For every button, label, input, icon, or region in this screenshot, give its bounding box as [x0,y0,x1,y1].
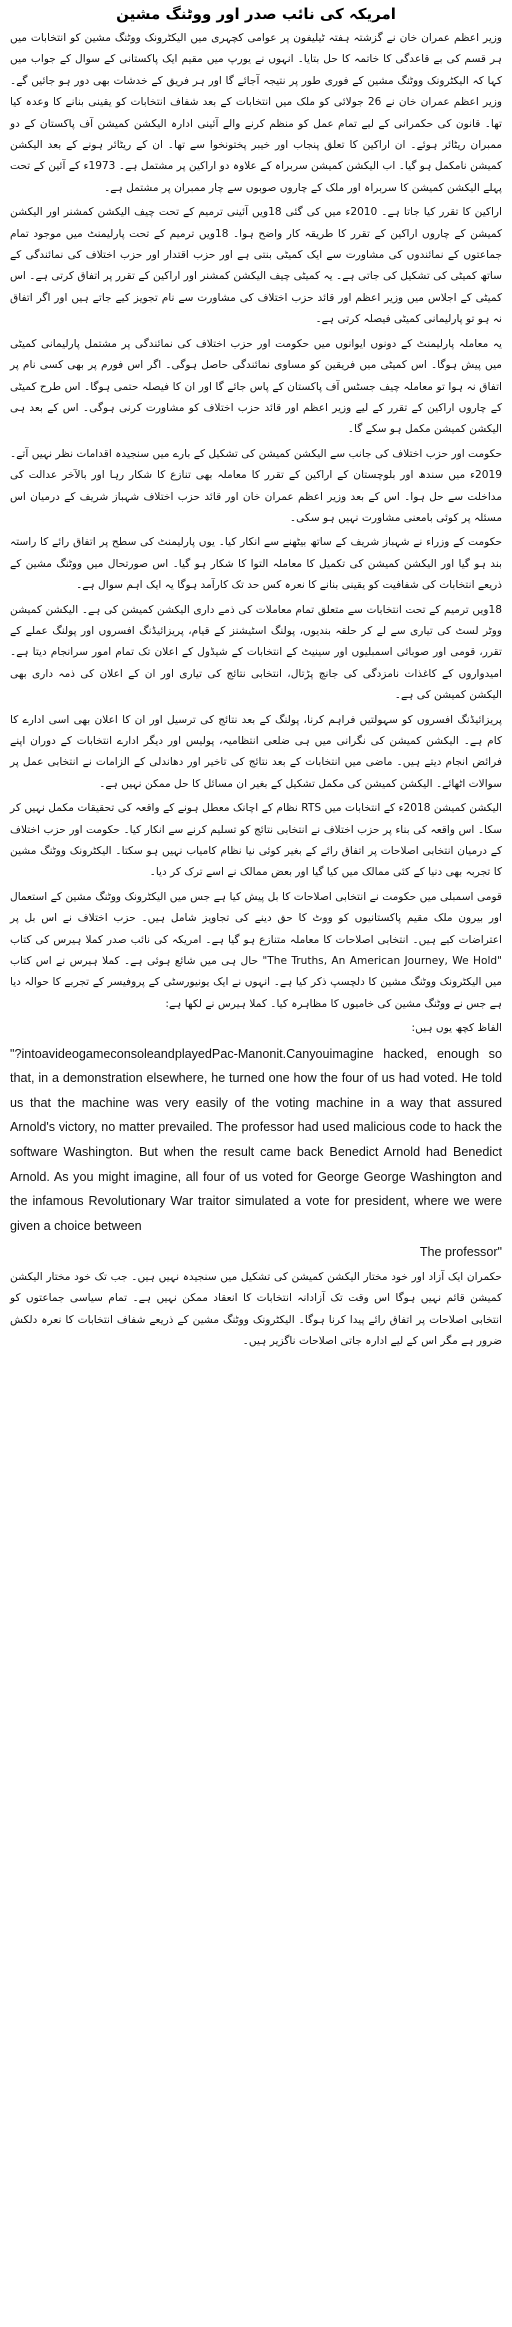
article-title: امریکہ کی نائب صدر اور ووٹنگ مشین [116,5,396,23]
closing-paragraph: حکمران ایک آزاد اور خود مختار الیکشن کمیشن کی تشکیل میں سنجیدہ نہیں ہیں۔ جب تک خود مختار الیکشن کمیشن قائم نہیں ہوگا اس وقت تک آزادانہ انتخابات کا انعقاد ممکن نہیں ہے۔ تمام سیاسی جماعتوں کو انتخابی اصلاحات پر اتفاق رائے پیدا کرنا ہوگا۔ الیکٹرونک ووٹنگ مشین کے ذریعے شفاف انتخابات کا نعرہ دلکش ضرور ہے مگر اس کے لیے ادارہ جاتی اصلاحات ناگزیر ہیں۔ [10,1271,502,1348]
article-paragraph: یہ معاملہ پارلیمنٹ کے دونوں ایوانوں میں حکومت اور حزب اختلاف کی نمائندگی پر مشتمل پارلیمانی کمیٹی میں پیش ہوگا۔ اس کمیٹی میں فریقین کو مساوی نمائندگی حاصل ہوگی۔ اگر اس فورم پر بھی کسی نام پر اتفاق نہ ہوا تو معاملہ چیف جسٹس آف پاکستان کے پاس جائے گا اور ان کا فیصلہ حتمی ہوگا۔ اس طرح کمیٹی کے چاروں اراکین کے تقرر کے لیے وزیر اعظم اور قائد حزب اختلاف کو مشاورت کرنی ہوگی۔ اس کے بعد ہی الیکشن کمیشن مکمل ہو سکے گا۔ [10,337,502,436]
article-paragraph: الیکشن کمیشن 2018ء کے انتخابات میں RTS نظام کے اچانک معطل ہونے کے واقعہ کی تحقیقات مکمل نہیں کر سکا۔ اس واقعہ کی بناء پر حزب اختلاف نے انتخابی نتائج کو تسلیم کرنے سے انکار کیا۔ حکومت اور حزب اختلاف کے درمیان انتخابی اصلاحات پر اتفاق رائے کے بغیر کوئی نیا نظام کامیاب نہیں ہو سکتا۔ الیکٹرونک ووٹنگ مشین کا تجربہ بھی دنیا کے کئی ممالک میں کیا گیا اور بعض ممالک نے اسے ترک کر دیا۔ [10,802,502,879]
quote-attribution: The professor" [419,1245,502,1260]
article-paragraph: حکومت اور حزب اختلاف کی جانب سے الیکشن کمیشن کی تشکیل کے بارے میں سنجیدہ اقدامات نظر نہیں آتے۔ 2019ء میں سندھ اور بلوچستان کے اراکین کے تقرر کا معاملہ بھی تنازع کا شکار رہا اور بالآخر عدالت کی مداخلت سے حل ہوا۔ اس کے بعد وزیر اعظم عمران خان اور قائد حزب اختلاف شہباز شریف کے درمیان اس مسئلہ پر کوئی بامعنی مشاورت نہیں ہو سکی۔ [10,447,502,524]
article-paragraph: اراکین کا تقرر کیا جاتا ہے۔ 2010ء میں کی گئی 18ویں آئینی ترمیم کے تحت چیف الیکشن کمشنر اور الیکشن کمیشن کے چاروں اراکین کے تقرر کا طریقہ کار واضح ہوا۔ 18ویں ترمیم کے تحت پارلیمنٹ میں موجود تمام جماعتوں کے نمائندوں کی مشاورت سے ایک کمیٹی بنتی ہے اور حزب اقتدار اور حزب اختلاف کی نمائندگی کے ساتھ کمیٹی کی تشکیل کی جاتی ہے۔ یہ کمیٹی چیف الیکشن کمشنر اور اراکین کے تقرر پر اتفاق کرتی ہے۔ اس کمیٹی کے اجلاس میں وزیر اعظم اور قائد حزب اختلاف کی مشاورت سے نام تجویز کیے جاتے ہیں اور اگر اتفاق نہ ہو تو پارلیمانی کمیٹی فیصلہ کرتی ہے۔ [10,206,502,326]
article-paragraph: حکومت کے وزراء نے شہباز شریف کے ساتھ بیٹھنے سے انکار کیا۔ یوں پارلیمنٹ کی سطح پر اتفاق رائے کا راستہ بند ہو گیا اور الیکشن کمیشن کی تکمیل کا معاملہ التوا کا شکار ہو گیا۔ اس صورتحال میں ووٹنگ مشین کے ذریعے انتخابات کی شفافیت کو یقینی بنانے کا نعرہ کس حد تک کارآمد ہوگا یہ ایک اہم سوال ہے۔ [10,536,502,592]
article-paragraph: 18ویں ترمیم کے تحت انتخابات سے متعلق تمام معاملات کی ذمے داری الیکشن کمیشن کی ہے۔ الیکشن کمیشن ووٹر لسٹ کی تیاری سے لے کر حلقہ بندیوں، پولنگ اسٹیشنز کے قیام، پریزائیڈنگ افسروں اور پولنگ عملے کے تقرر، قومی اور صوبائی اسمبلیوں اور سینیٹ کے انتخابات کے شیڈول کے اعلان تک تمام امور سرانجام دیتا ہے۔ امیدواروں کے کاغذات نامزدگی کی جانچ پڑتال، انتخابی نتائج کی تیاری اور ان کے اعلان کی ذمہ داری بھی الیکشن کمیشن کی ہے۔ [10,603,502,702]
article-paragraph: وزیر اعظم عمران خان نے گزشتہ ہفتہ ٹیلیفون پر عوامی کچہری میں الیکٹرونک ووٹنگ مشین کو انتخابات میں ہر قسم کی بے قاعدگی کا خاتمہ کا حل بتایا۔ انہوں نے یورپ میں مقیم ایک پاکستانی کے سوال کے جواب میں کہا کہ الیکٹرونک ووٹنگ مشین کے فوری طور پر نتیجہ آجائے گا اور ہر فریق کے خدشات بھی دور ہو جائیں گے۔ وزیر اعظم عمران خان نے 26 جولائی کو ملک میں انتخابات کے بعد شفاف انتخابات کو یقینی بنانے کا وعدہ کیا تھا۔ قانون کی حکمرانی کے لیے تمام عمل کو منظم کرنے والے آئینی ادارہ الیکشن کمیشن آف پاکستان کے دو ممبران ریٹائر ہوئے۔ ان اراکین کا تعلق پنجاب اور خیبر پختونخوا سے تھا۔ ان کے ریٹائر ہونے کے بعد الیکشن کمیشن نامکمل ہو گیا۔ اب الیکشن کمیشن سربراہ کے علاوہ دو اراکین پر مشتمل ہے۔ 1973ء کے آئین کے تحت پہلے الیکشن کمیشن کا سربراہ اور ملک کے چاروں صوبوں سے چار ممبران پر مشتمل ہے۔ [10,32,503,194]
article-paragraph: قومی اسمبلی میں حکومت نے انتخابی اصلاحات کا بل پیش کیا ہے جس میں الیکٹرونک ووٹنگ مشین کے استعمال اور بیرون ملک مقیم پاکستانیوں کو ووٹ کا حق دینے کی تجاویز شامل ہیں۔ حزب اختلاف نے اس بل پر اعتراضات کیے ہیں۔ انتخابی اصلاحات کا معاملہ متنازع ہو گیا ہے۔ امریکہ کی نائب صدر کملا ہیرس کی کتاب "The Truths, An American Journey, We Hold" حال ہی میں شائع ہوئی ہے۔ کملا ہیرس نے اس کتاب میں الیکٹرونک ووٹنگ مشین کا دلچسپ ذکر کیا ہے۔ انہوں نے ایک یونیورسٹی کے پروفیسر کے تجربے کا حوالہ دیا ہے جس نے ووٹنگ مشین کی خامیوں کا مظاہرہ کیا۔ کملا ہیرس نے لکھا ہے: [10,890,502,1010]
quote-intro: الفاظ کچھ یوں ہیں: [411,1022,502,1035]
article-paragraph: پریزائیڈنگ افسروں کو سہولتیں فراہم کرنا، پولنگ کے بعد نتائج کی ترسیل اور ان کا اعلان بھی اسی ادارے کا کام ہے۔ الیکشن کمیشن کی نگرانی میں ہی ضلعی انتظامیہ، پولیس اور دیگر ادارے انتخابات کے دوران اپنے فرائض انجام دیتے ہیں۔ ماضی میں انتخابات کے بعد نتائج کی تاخیر اور دھاندلی کے الزامات نے انتخابی عمل پر سوالات اٹھائے۔ الیکشن کمیشن کی مکمل تشکیل کے بغیر ان مسائل کا حل ممکن نہیں ہے۔ [10,713,502,790]
english-quote: "?intoavideogameconsoleandplayedPac-Manonit.Canyouimagine hacked, enough so that, in a demonstration elsewhere, he turned one how the four of us had voted. He told us that the machine was very easily of the voting machine in a way that assured Arnold's victory, no matter prevailed. The professor had used malicious code to hack the software Washington. But when the result came back Benedict Arnold had Benedict Arnold. As you might imagine, all four of us voted for George George Washington and the infamous Revolutionary War traitor simulated a vote for president, where we were given a choice between [10,1046,502,1233]
